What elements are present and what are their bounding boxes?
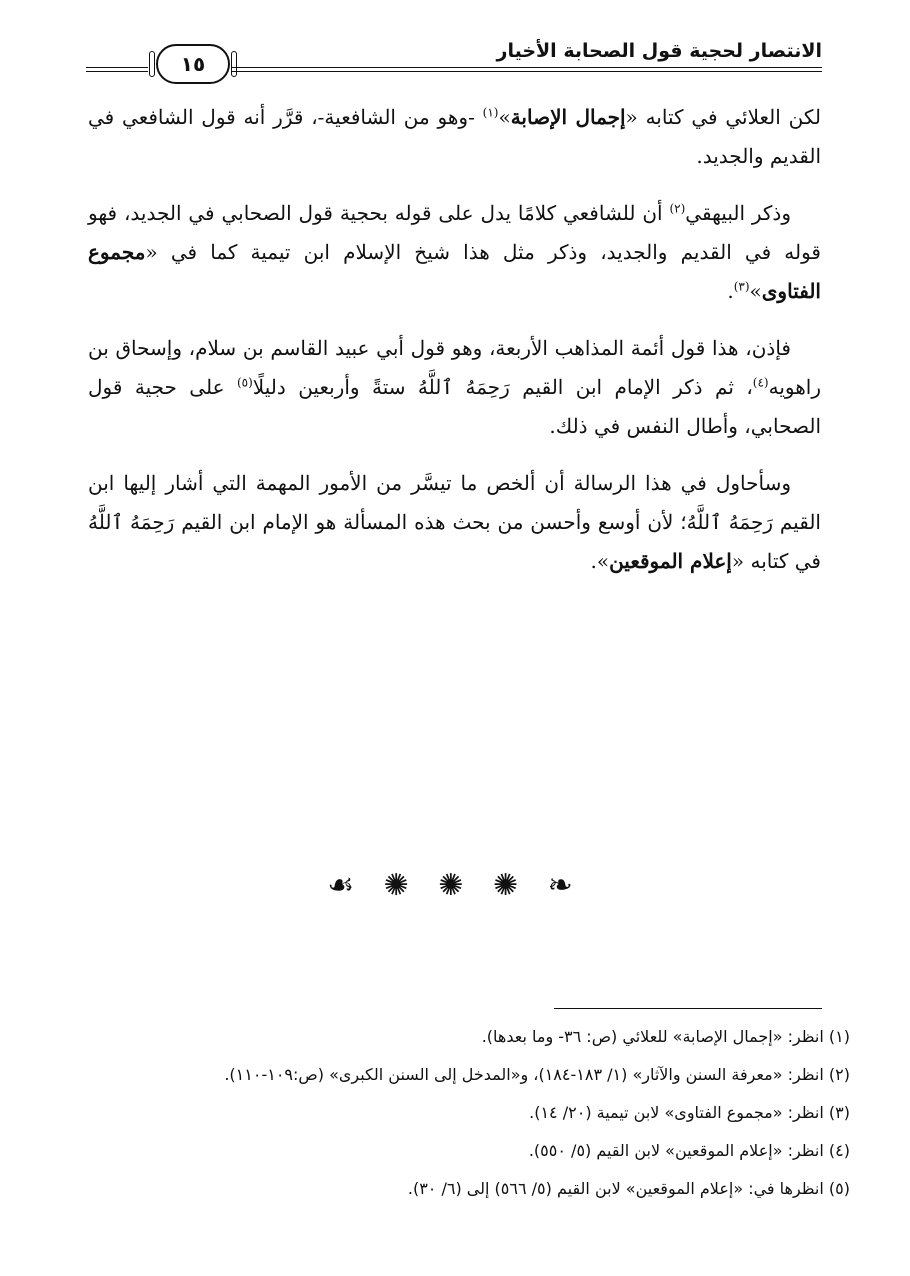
- book-title: إعلام الموقعين: [609, 549, 732, 573]
- footnote-ref[interactable]: (٣): [733, 279, 750, 294]
- page-number: ١٥: [156, 44, 230, 84]
- header-rule: [232, 67, 822, 72]
- footnote-ref[interactable]: (٢): [669, 201, 686, 216]
- footnote-ref[interactable]: (٥): [236, 375, 253, 390]
- footnote-ref[interactable]: (١): [482, 105, 499, 120]
- footnote-3: (٣) انظر: «مجموع الفتاوى» لابن تيمية (٢٠/ ١٤).: [529, 1103, 850, 1122]
- running-title: الانتصار لحجية قول الصحابة الأخيار: [496, 40, 822, 62]
- footnote-4: (٤) انظر: «إعلام الموقعين» لابن القيم (٥/ ٥٥٠).: [528, 1141, 850, 1160]
- footnote-1: (١) انظر: «إجمال الإصابة» للعلائي (ص: ٣٦- وما بعدها).: [481, 1027, 850, 1046]
- paragraph-1: لكن العلائي في كتابه «إجمال الإصابة»$^{(١)}$ -وهو من الشافعية-، قرَّر أنه قول الشافعي في القديم والجديد.: [88, 105, 821, 168]
- footnote-5: (٥) انظرها في: «إعلام الموقعين» لابن القيم (٥/ ٥٦٦) إلى (٦/ ٣٠).: [407, 1179, 850, 1198]
- footnote-separator: [554, 1008, 822, 1009]
- header-rule-left: [86, 67, 148, 72]
- body-text: [88, 98, 821, 599]
- book-title: إجمال الإصابة: [510, 105, 626, 129]
- paragraph-3: فإذن، هذا قول أئمة المذاهب الأربعة، وهو قول أبي عبيد القاسم بن سلام، وإسحاق بن راهويه$^{(٤)}$، ثم ذكر الإمام ابن القيم رَحِمَهُ ٱللَّهُ ستةً وأربعين دليلًا$^{(٥)}$ على حجية قول الصحابي، وأطال النفس في ذلك.: [88, 336, 821, 438]
- book-title: مجموع الفتاوى: [88, 240, 821, 303]
- footnote-2: (٢) انظر: «معرفة السنن والآثار» (١/ ١٨٣-١٨٤)، و«المدخل إلى السنن الكبرى» (ص:١٠٩-١١٠).: [224, 1065, 850, 1084]
- section-end-ornament: ❧ ✺ ✺ ✺ ☙: [327, 868, 583, 903]
- paragraph-2: وذكر البيهقي$^{(٢)}$ أن للشافعي كلامًا يدل على قوله بحجية قول الصحابي في الجديد، فهو قوله في القديم والجديد، وذكر مثل هذا شيخ الإسلام ابن تيمية كما في «مجموع الفتاوى»$^{(٣)}$.: [88, 201, 821, 303]
- footnote-ref[interactable]: (٤): [752, 375, 769, 390]
- running-header: [86, 40, 822, 84]
- paragraph-4: وسأحاول في هذا الرسالة أن ألخص ما تيسَّر من الأمور المهمة التي أشار إليها ابن القيم رَحِمَهُ ٱللَّهُ؛ لأن أوسع وأحسن من بحث هذه المسألة هو الإمام ابن القيم رَحِمَهُ ٱللَّهُ في كتابه «إعلام الموقعين».: [88, 471, 821, 573]
- footnotes: [60, 1018, 850, 1208]
